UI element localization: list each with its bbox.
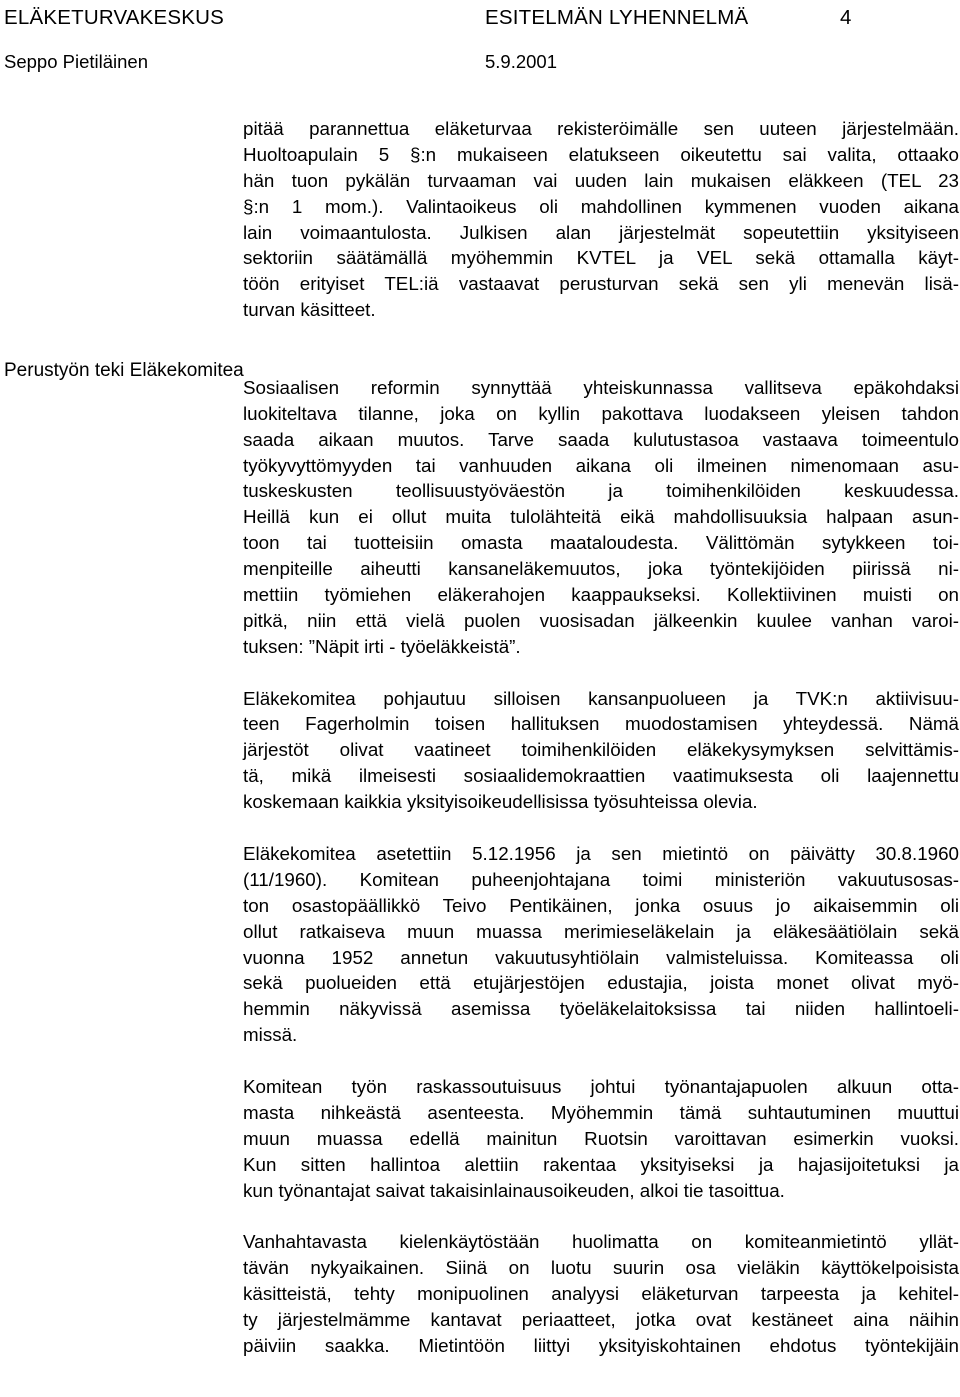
text-line: masta nihkeästä asenteesta. Myöhemmin tämä suhtautuminen muuttui xyxy=(243,1101,959,1123)
body-text xyxy=(243,116,959,1359)
text-line: päiviin saakka. Mietintöön liittyi yksityiskohtainen ehdotus työntekijäin xyxy=(243,1334,959,1356)
text-line: teen Fagerholmin toisen hallituksen muodostamisen yhteydessä. Nämä xyxy=(243,713,959,735)
text-line: sektoriin säätämällä myöhemmin KVTEL ja VEL sekä ottamalla käyt- xyxy=(243,247,959,269)
text-line: Sosiaalisen reformin synnyttää yhteiskunnassa vallitseva epäkohdaksi xyxy=(243,376,959,398)
author-name: Seppo Pietiläinen xyxy=(4,51,148,72)
text-line: toon tai tuotteisiin omasta maataloudesta. Välittömän sytykkeen toi- xyxy=(243,532,959,554)
text-line: muun muassa edellä mainitun Ruotsin varoittavan esimerkin vuoksi. xyxy=(243,1127,959,1149)
text-line: vuonna 1952 annetun vakuutusyhtiölain valmisteluissa. Komiteassa oli xyxy=(243,946,959,968)
page-header-top xyxy=(4,6,852,29)
text-line: tä, mikä ilmeisesti sosiaalidemokraattien vaatimuksesta oli laajennettu xyxy=(243,765,959,787)
text-line: töön erityiset TEL:iä vastaavat perusturvan sekä sen yli menevän lisä- xyxy=(243,273,959,295)
text-line: menpiteille aiheutti kansaneläkemuutos, joka työntekijöiden piirissä ni- xyxy=(243,558,959,580)
text-line: työkyvyttömyyden tai vanhuuden aikana oli ilmeinen nimenomaan asu- xyxy=(243,454,959,476)
text-line: kun työnantajat saivat takaisinlainausoikeuden, alkoi tie tasoittua. xyxy=(243,1179,785,1201)
text-line: Eläkekomitea pohjautuu silloisen kansanpuolueen ja TVK:n aktiivisuu- xyxy=(243,687,959,709)
page-number: 4 xyxy=(840,6,852,29)
text-line: pitkä, niin että vielä puolen vuosisadan jälkeenkin kuulee vanhan varoi- xyxy=(243,609,959,631)
text-line: hän tuon pykälän turvaaman vai uuden lain mukaisen eläkkeen (TEL 23 xyxy=(243,169,959,191)
paragraph-5 xyxy=(243,1074,959,1203)
text-line: järjestöt olivat vaatineet toimihenkilöiden eläkekysymyksen selvittämis- xyxy=(243,739,959,761)
paragraph-4 xyxy=(243,841,959,1048)
text-line-blank xyxy=(243,349,959,375)
text-line: mettiin työmiehen eläkerahojen kaappaukseksi. Kollektiivinen muisti on xyxy=(243,584,959,606)
text-line: ton osastopäällikkö Teivo Pentikäinen, jonka osuus jo aikaisemmin oli xyxy=(243,894,959,916)
text-line: missä. xyxy=(243,1024,298,1046)
text-line: sekä puolueiden että etujärjestöjen edustajia, joista monet olivat myö- xyxy=(243,972,959,994)
text-line: koskemaan kaikkia yksityisoikeudellisissa työsuhteissa olevia. xyxy=(243,791,758,813)
text-line: ollut ratkaiseva muun muassa merimieseläkelain ja eläkesäätiölain sekä xyxy=(243,920,959,942)
document-type: ESITELMÄN LYHENNELMÄ xyxy=(485,6,749,29)
text-line: käsitteistä, tehty monipuolinen analyysi eläketurvan tarpeesta ja kehitel- xyxy=(243,1283,959,1305)
text-line: (11/1960). Komitean puheenjohtajana toimi ministeriön vakuutusosas- xyxy=(243,868,959,890)
text-line: saada aikaan muutos. Tarve saada kulutustasoa vastaava toimeentulo xyxy=(243,428,959,450)
text-line: Huoltoapulain 5 §:n mukaiseen elatukseen oikeutettu sai valita, ottaako xyxy=(243,143,959,165)
text-line: tävän nykyaikainen. Siinä on luotu suurin osa vieläkin käyttökelpoisista xyxy=(243,1257,959,1279)
text-line: tuskeskusten teollisuustyöväestön ja toimihenkilöiden keskuudessa. xyxy=(243,480,959,502)
text-line: lain voimaantulosta. Julkisen alan järjestelmät sopeutettiin yksityiseen xyxy=(243,221,959,243)
organization-name: ELÄKETURVAKESKUS xyxy=(4,6,225,29)
text-line: hemmin näkyvissä asemissa työeläkelaitoksissa tai niiden hallintoeli- xyxy=(243,998,959,1020)
text-line: Eläkekomitea asetettiin 5.12.1956 ja sen mietintö on päivätty 30.8.1960 xyxy=(243,842,959,864)
text-line: tuksen: ”Näpit irti - työeläkkeistä”. xyxy=(243,635,521,657)
text-line-blank xyxy=(243,323,959,349)
text-line: pitää parannettua eläketurvaa rekisteröimälle sen uuteen järjestelmään. xyxy=(243,118,959,139)
document-date: 5.9.2001 xyxy=(485,51,558,72)
text-line: Vanhahtavasta kielenkäytöstään huolimatta on komiteanmietintö yllät- xyxy=(243,1231,959,1253)
paragraph-3 xyxy=(243,686,959,815)
paragraph-2 xyxy=(243,323,959,660)
text-line: luokiteltava tilanne, joka on kyllin pakottava luodakseen yleisen tahdon xyxy=(243,402,959,424)
text-line: Komitean työn raskassoutuisuus johtui työnantajapuolen alkuun otta- xyxy=(243,1075,959,1097)
side-heading: Perustyön teki Eläkekomitea xyxy=(4,360,244,381)
text-line: ty järjestelmämme kantavat periaatteet, jotka ovat kestäneet aina näihin xyxy=(243,1308,959,1330)
page-header-bottom xyxy=(4,51,558,72)
paragraph-6 xyxy=(243,1229,959,1358)
text-line: §:n 1 mom.). Valintaoikeus oli mahdollinen kymmenen vuoden aikana xyxy=(243,195,959,217)
text-line: turvan käsitteet. xyxy=(243,299,376,321)
paragraph-1 xyxy=(243,116,959,323)
text-line: Heillä kun ei ollut muita tulolähteitä eikä mahdollisuuksia halpaan asun- xyxy=(243,506,959,528)
text-line: Kun sitten hallintoa alettiin rakentaa yksityiseksi ja hajasijoitetuksi ja xyxy=(243,1153,959,1175)
